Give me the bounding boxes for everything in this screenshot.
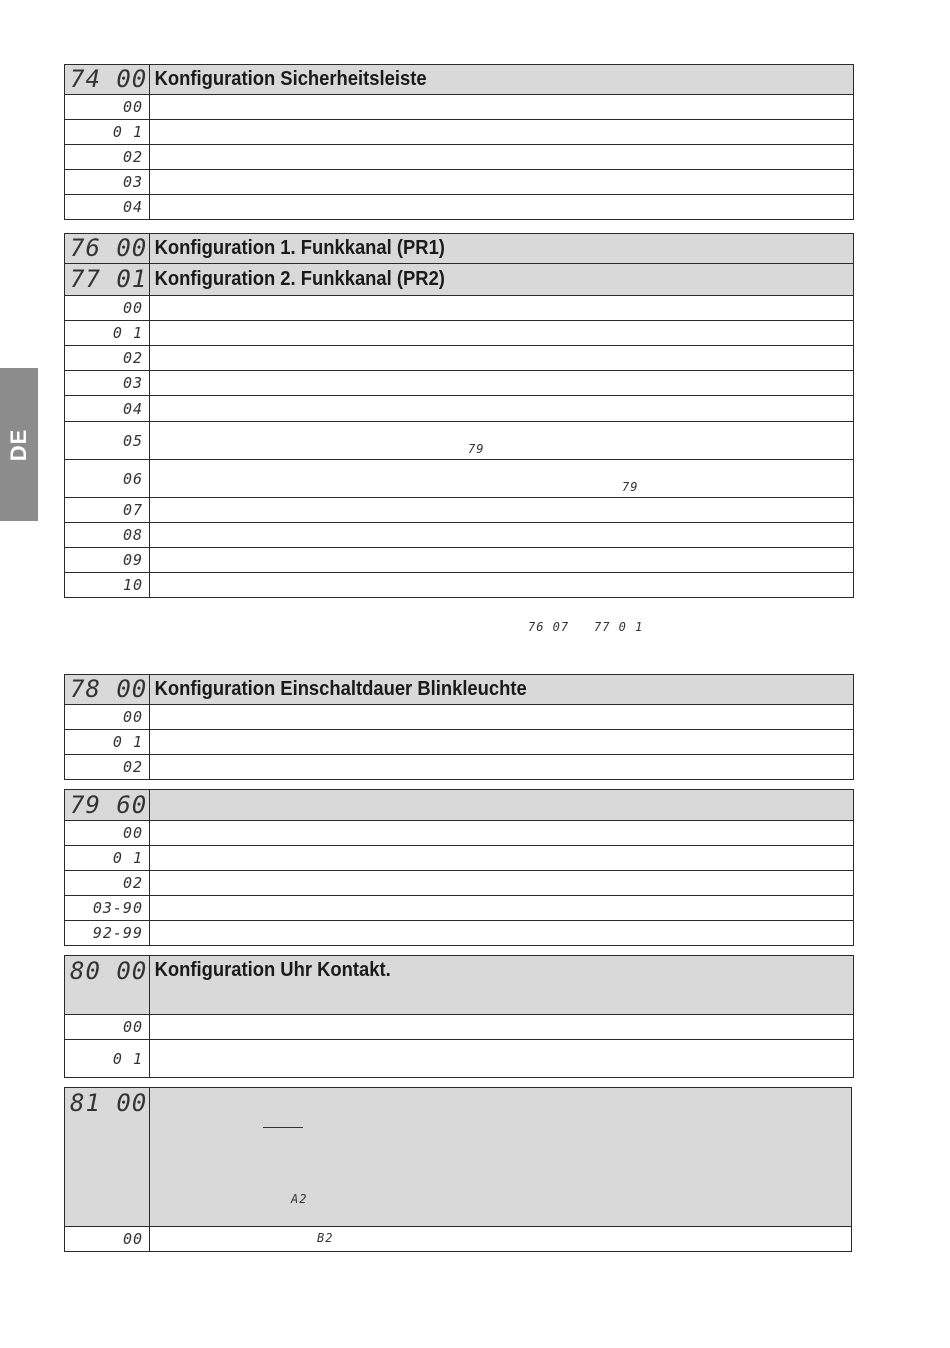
parameter-title <box>150 956 854 1015</box>
option-description <box>150 921 854 946</box>
table-row <box>65 460 854 498</box>
parameter-title <box>150 234 854 264</box>
table-row <box>65 95 854 120</box>
table-row <box>65 1040 854 1078</box>
option-description <box>150 755 854 780</box>
parameter-code-text: 78 00 <box>70 675 148 703</box>
option-code: 02 <box>122 758 143 776</box>
parameter-code <box>65 264 150 296</box>
parameter-code <box>65 790 150 821</box>
option-code: 06 <box>122 469 143 488</box>
parameter-title <box>150 790 854 821</box>
table-header <box>65 65 854 95</box>
table-row <box>65 921 854 946</box>
option-code: 0 1 <box>112 324 143 342</box>
parameter-code <box>65 956 150 1015</box>
option-code: 92-99 <box>92 924 143 942</box>
option-description <box>150 573 854 598</box>
table-row <box>65 145 854 170</box>
option-description <box>150 821 854 846</box>
option-description <box>150 460 854 498</box>
language-tab <box>0 368 38 521</box>
option-description <box>150 371 854 396</box>
option-description <box>150 396 854 422</box>
table-78-flashing-light <box>64 674 854 780</box>
option-description <box>150 170 854 195</box>
table-row <box>65 548 854 573</box>
table-row <box>65 846 854 871</box>
table-row <box>65 821 854 846</box>
option-code: 02 <box>122 349 143 367</box>
option-code: 00 <box>122 824 143 842</box>
option-code: 00 <box>122 98 143 116</box>
parameter-code-text: 80 00 <box>70 957 148 985</box>
option-code: 0 1 <box>112 849 143 867</box>
parameter-code <box>65 234 150 264</box>
table-row <box>65 523 854 548</box>
option-code: 0 1 <box>112 733 143 751</box>
option-code: 00 <box>122 299 143 317</box>
option-description <box>150 871 854 896</box>
table-header <box>65 675 854 705</box>
option-code: 00 <box>122 1230 143 1248</box>
note-code-ref: 77 0 1 <box>594 620 644 634</box>
table-row <box>65 371 854 396</box>
table-row <box>65 573 854 598</box>
option-code: 0 1 <box>112 123 143 141</box>
option-description <box>150 846 854 871</box>
parameter-title-text: Konfiguration Uhr Kontakt. <box>154 959 391 981</box>
option-description <box>150 321 854 346</box>
table-header <box>65 234 854 264</box>
underline-mark <box>263 1127 303 1128</box>
parameter-code <box>65 675 150 705</box>
option-description <box>150 523 854 548</box>
option-description <box>150 195 854 220</box>
inline-code-ref: 79 <box>622 480 639 494</box>
table-header <box>65 1088 852 1227</box>
option-description <box>150 346 854 371</box>
option-code: 03-90 <box>92 899 143 917</box>
table-row <box>65 170 854 195</box>
option-code: 04 <box>122 399 143 418</box>
table-row <box>65 296 854 321</box>
table-row <box>65 871 854 896</box>
table-row <box>65 195 854 220</box>
inline-code-ref: 79 <box>468 442 485 456</box>
language-tab-label: DE <box>6 428 31 461</box>
option-code: 00 <box>122 1018 143 1036</box>
table-row <box>65 1015 854 1040</box>
table-header <box>65 956 854 1015</box>
parameter-title-text: Konfiguration Sicherheitsleiste <box>154 68 427 90</box>
parameter-title <box>150 1088 852 1227</box>
parameter-title <box>150 675 854 705</box>
option-code: 08 <box>122 526 143 544</box>
table-row <box>65 498 854 523</box>
option-description <box>150 1040 854 1078</box>
parameter-title <box>150 264 854 296</box>
note-code-ref: 76 07 <box>528 620 570 634</box>
parameter-title-text: Konfiguration Einschaltdauer Blinkleuchte <box>154 678 527 700</box>
option-code: 04 <box>122 198 143 216</box>
option-description <box>150 145 854 170</box>
option-code: 0 1 <box>112 1049 143 1068</box>
table-header <box>65 264 854 296</box>
option-code: 02 <box>122 874 143 892</box>
table-row <box>65 755 854 780</box>
option-code: 03 <box>122 173 143 191</box>
parameter-code-text: 74 00 <box>70 65 148 93</box>
option-description <box>150 296 854 321</box>
option-code: 02 <box>122 148 143 166</box>
parameter-code <box>65 1088 150 1227</box>
option-description <box>150 422 854 460</box>
parameter-title-text: Konfiguration 1. Funkkanal (PR1) <box>154 237 445 259</box>
inline-code-ref: B2 <box>317 1231 334 1245</box>
table-row <box>65 321 854 346</box>
table-74-safety-edge <box>64 64 854 220</box>
option-description <box>150 120 854 145</box>
option-description <box>150 705 854 730</box>
table-header <box>65 790 854 821</box>
table-81 <box>64 1087 852 1252</box>
table-row <box>65 705 854 730</box>
option-description <box>150 548 854 573</box>
option-code: 00 <box>122 708 143 726</box>
table-row <box>65 896 854 921</box>
table-row <box>65 120 854 145</box>
parameter-code <box>65 65 150 95</box>
option-code: 07 <box>122 501 143 519</box>
table-row <box>65 422 854 460</box>
parameter-code-text: 81 00 <box>70 1089 148 1117</box>
option-description <box>150 730 854 755</box>
parameter-code-text: 79 60 <box>70 790 148 819</box>
parameter-title <box>150 65 854 95</box>
inline-code-ref: A2 <box>291 1192 308 1206</box>
table-row <box>65 1227 852 1252</box>
parameter-title-text: Konfiguration 2. Funkkanal (PR2) <box>154 268 445 290</box>
table-row <box>65 346 854 371</box>
option-description <box>150 1015 854 1040</box>
option-code: 09 <box>122 551 143 569</box>
option-code: 03 <box>122 374 143 392</box>
option-code: 10 <box>122 576 143 594</box>
table-row <box>65 730 854 755</box>
table-80-clock-contact <box>64 955 854 1078</box>
parameter-code-text: 77 01 <box>70 265 148 293</box>
table-row <box>65 396 854 422</box>
option-description <box>150 896 854 921</box>
option-description <box>150 498 854 523</box>
option-description <box>150 95 854 120</box>
table-79 <box>64 789 854 946</box>
option-code: 05 <box>122 431 143 450</box>
parameter-code-text: 76 00 <box>70 234 148 262</box>
table-76-77-radio-channels <box>64 233 854 598</box>
option-description <box>150 1227 852 1252</box>
